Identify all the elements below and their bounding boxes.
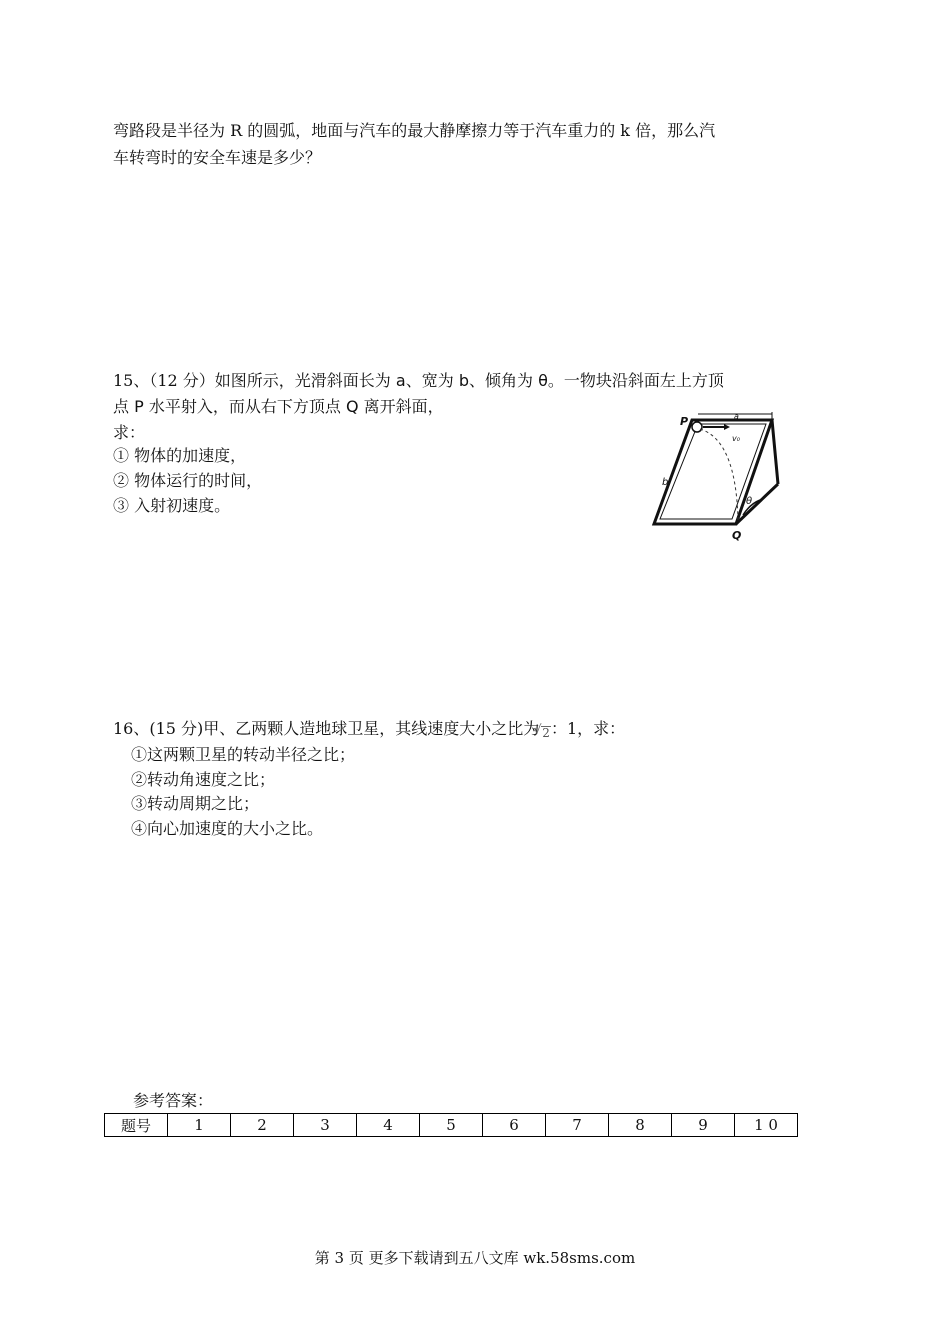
q16-item-3: ③转动周期之比；: [131, 794, 260, 813]
answer-cell: 3: [294, 1114, 357, 1137]
q16-stem: 16、(15 分)甲、乙两颗人造地球卫星，其线速度大小之比为√ 2：1，求：: [113, 716, 625, 739]
block-at-P: [692, 422, 702, 432]
q15-item-1: ① 物体的加速度，: [113, 446, 247, 465]
answer-cell: 5: [420, 1114, 483, 1137]
answer-cell: 1: [168, 1114, 231, 1137]
answer-cell: 6: [483, 1114, 546, 1137]
q15-stem-line2: 点 P 水平射入，而从右下方顶点 Q 离开斜面，: [113, 397, 444, 416]
answer-cell-header: 题号: [105, 1114, 168, 1137]
answer-cell: 7: [546, 1114, 609, 1137]
label-b: b: [662, 477, 669, 488]
page-footer: 第 3 页 更多下载请到五八文库 wk.58sms.com: [314, 1249, 636, 1267]
label-P: P: [680, 415, 689, 428]
q16-item-1: ①这两颗卫星的转动半径之比；: [131, 745, 356, 764]
q14-text-line1: 弯路段是半径为 R 的圆弧，地面与汽车的最大静摩擦力等于汽车重力的 k 倍，那么汽: [113, 121, 716, 140]
q15-item-3: ③ 入射初速度。: [113, 496, 231, 515]
answer-cell: 2: [231, 1114, 294, 1137]
answer-key-title: 参考答案：: [133, 1091, 214, 1110]
velocity-arrowhead: [724, 424, 730, 430]
table-row: [105, 1114, 798, 1137]
answer-cell: 9: [672, 1114, 735, 1137]
q15-item-2: ② 物体运行的时间，: [113, 471, 263, 490]
answer-table: [104, 1113, 798, 1137]
label-v0: v₀: [732, 434, 740, 443]
label-a: a: [734, 412, 739, 421]
q15-ask: 求：: [113, 423, 146, 442]
q14-text-line2: 车转弯时的安全车速是多少？: [113, 148, 322, 167]
incline-figure: [640, 412, 782, 542]
answer-cell: 1 0: [735, 1114, 798, 1137]
answer-cell: 4: [357, 1114, 420, 1137]
q16-item-4: ④向心加速度的大小之比。: [131, 819, 324, 838]
incline-side-edge: [772, 420, 778, 484]
q15-stem-line1: 15、（12 分）如图所示，光滑斜面长为 a、宽为 b、倾角为 θ。一物块沿斜面左上方顶: [113, 371, 724, 390]
label-theta: θ: [746, 496, 753, 507]
sqrt-two: √ 2: [541, 726, 551, 739]
label-Q: Q: [732, 529, 742, 542]
answer-cell: 8: [609, 1114, 672, 1137]
q16-item-2: ②转动角速度之比；: [131, 770, 276, 789]
